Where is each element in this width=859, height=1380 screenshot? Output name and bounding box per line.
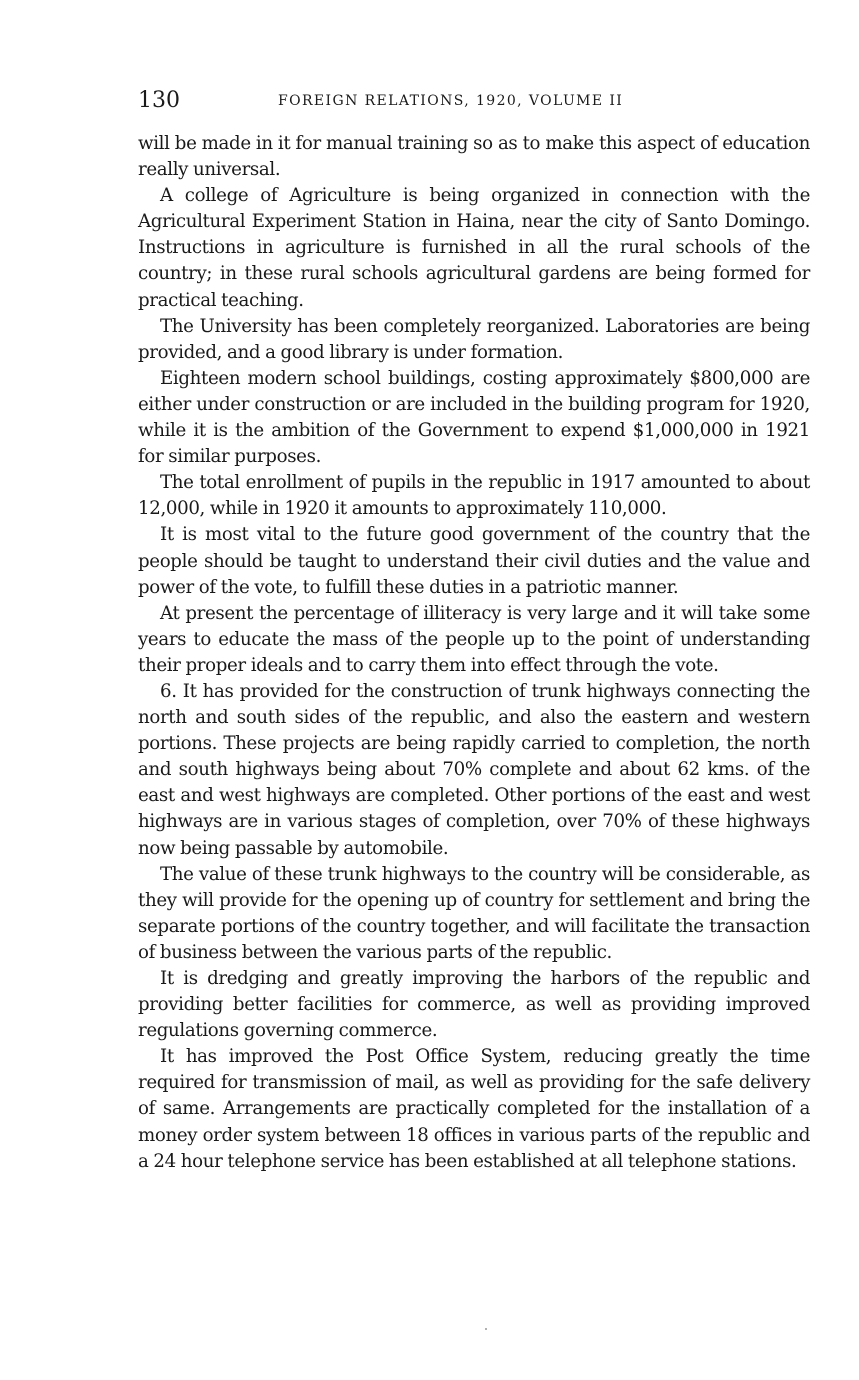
paragraph-university: The University has been completely reorganized. Laboratories are being provided, and a good library is under formation. — [138, 315, 810, 363]
running-head: FOREIGN RELATIONS, 1920, VOLUME II — [278, 93, 624, 109]
page-number: 130 — [138, 88, 180, 113]
paragraph-illiteracy: At present the percentage of illiteracy is very large and it will take some years to educate the mass of the people up to the point of understanding their proper ideals and to carry them into effect through the vote. — [138, 602, 810, 676]
print-speck — [485, 1328, 487, 1330]
paragraph-continuation: will be made in it for manual training so as to make this aspect of education really universal. — [138, 133, 810, 181]
paragraph-school-buildings: Eighteen modern school buildings, costing approximately $800,000 are either under construction or are included in the building program for 1920, while it is the ambition of the Government to expend $1,000,000 in 1921 for similar purposes. — [138, 367, 810, 468]
body-text — [138, 131, 810, 1175]
paragraph-agriculture-college: A college of Agriculture is being organized in connection with the Agricultural Experiment Station in Haina, near the city of Santo Domingo. Instructions in agriculture is furnished in all the rural schools of the country; in these rural schools agricultural gardens are being formed for practical teaching. — [138, 185, 810, 311]
page-header — [138, 86, 810, 116]
paragraph-civil-duties: It is most vital to the future good government of the country that the people should be taught to understand their civil duties and the value and power of the vote, to fulfill these duties in a patriotic manner. — [138, 524, 810, 598]
paragraph-trunk-highways: 6. It has provided for the construction of trunk highways connecting the north and south sides of the republic, and also the eastern and western portions. These projects are being rapidly carried to completion, the north and south highways being about 70% complete and about 62 kms. of the east and west highways are completed. Other portions of the east and west highways are in various stages of completion, over 70% of these highways now being passable by automobile. — [138, 680, 810, 859]
paragraph-harbors: It is dredging and greatly improving the harbors of the republic and providing better facilities for commerce, as well as providing improved regulations governing commerce. — [138, 968, 810, 1042]
paragraph-highway-value: The value of these trunk highways to the country will be considerable, as they will provide for the opening up of country for settlement and bring the separate portions of the country together, and will facilitate the transaction of business between the various parts of the republic. — [138, 863, 810, 963]
paragraph-post-office: It has improved the Post Office System, reducing greatly the time required for transmission of mail, as well as providing for the safe delivery of same. Arrangements are practically completed for the installation of a money order system between 18 offices in various parts of the republic and a 24 hour telephone service has been established at all telephone stations. — [138, 1046, 810, 1172]
paragraph-enrollment: The total enrollment of pupils in the republic in 1917 amounted to about 12,000, while in 1920 it amounts to approximately 110,000. — [138, 472, 810, 520]
